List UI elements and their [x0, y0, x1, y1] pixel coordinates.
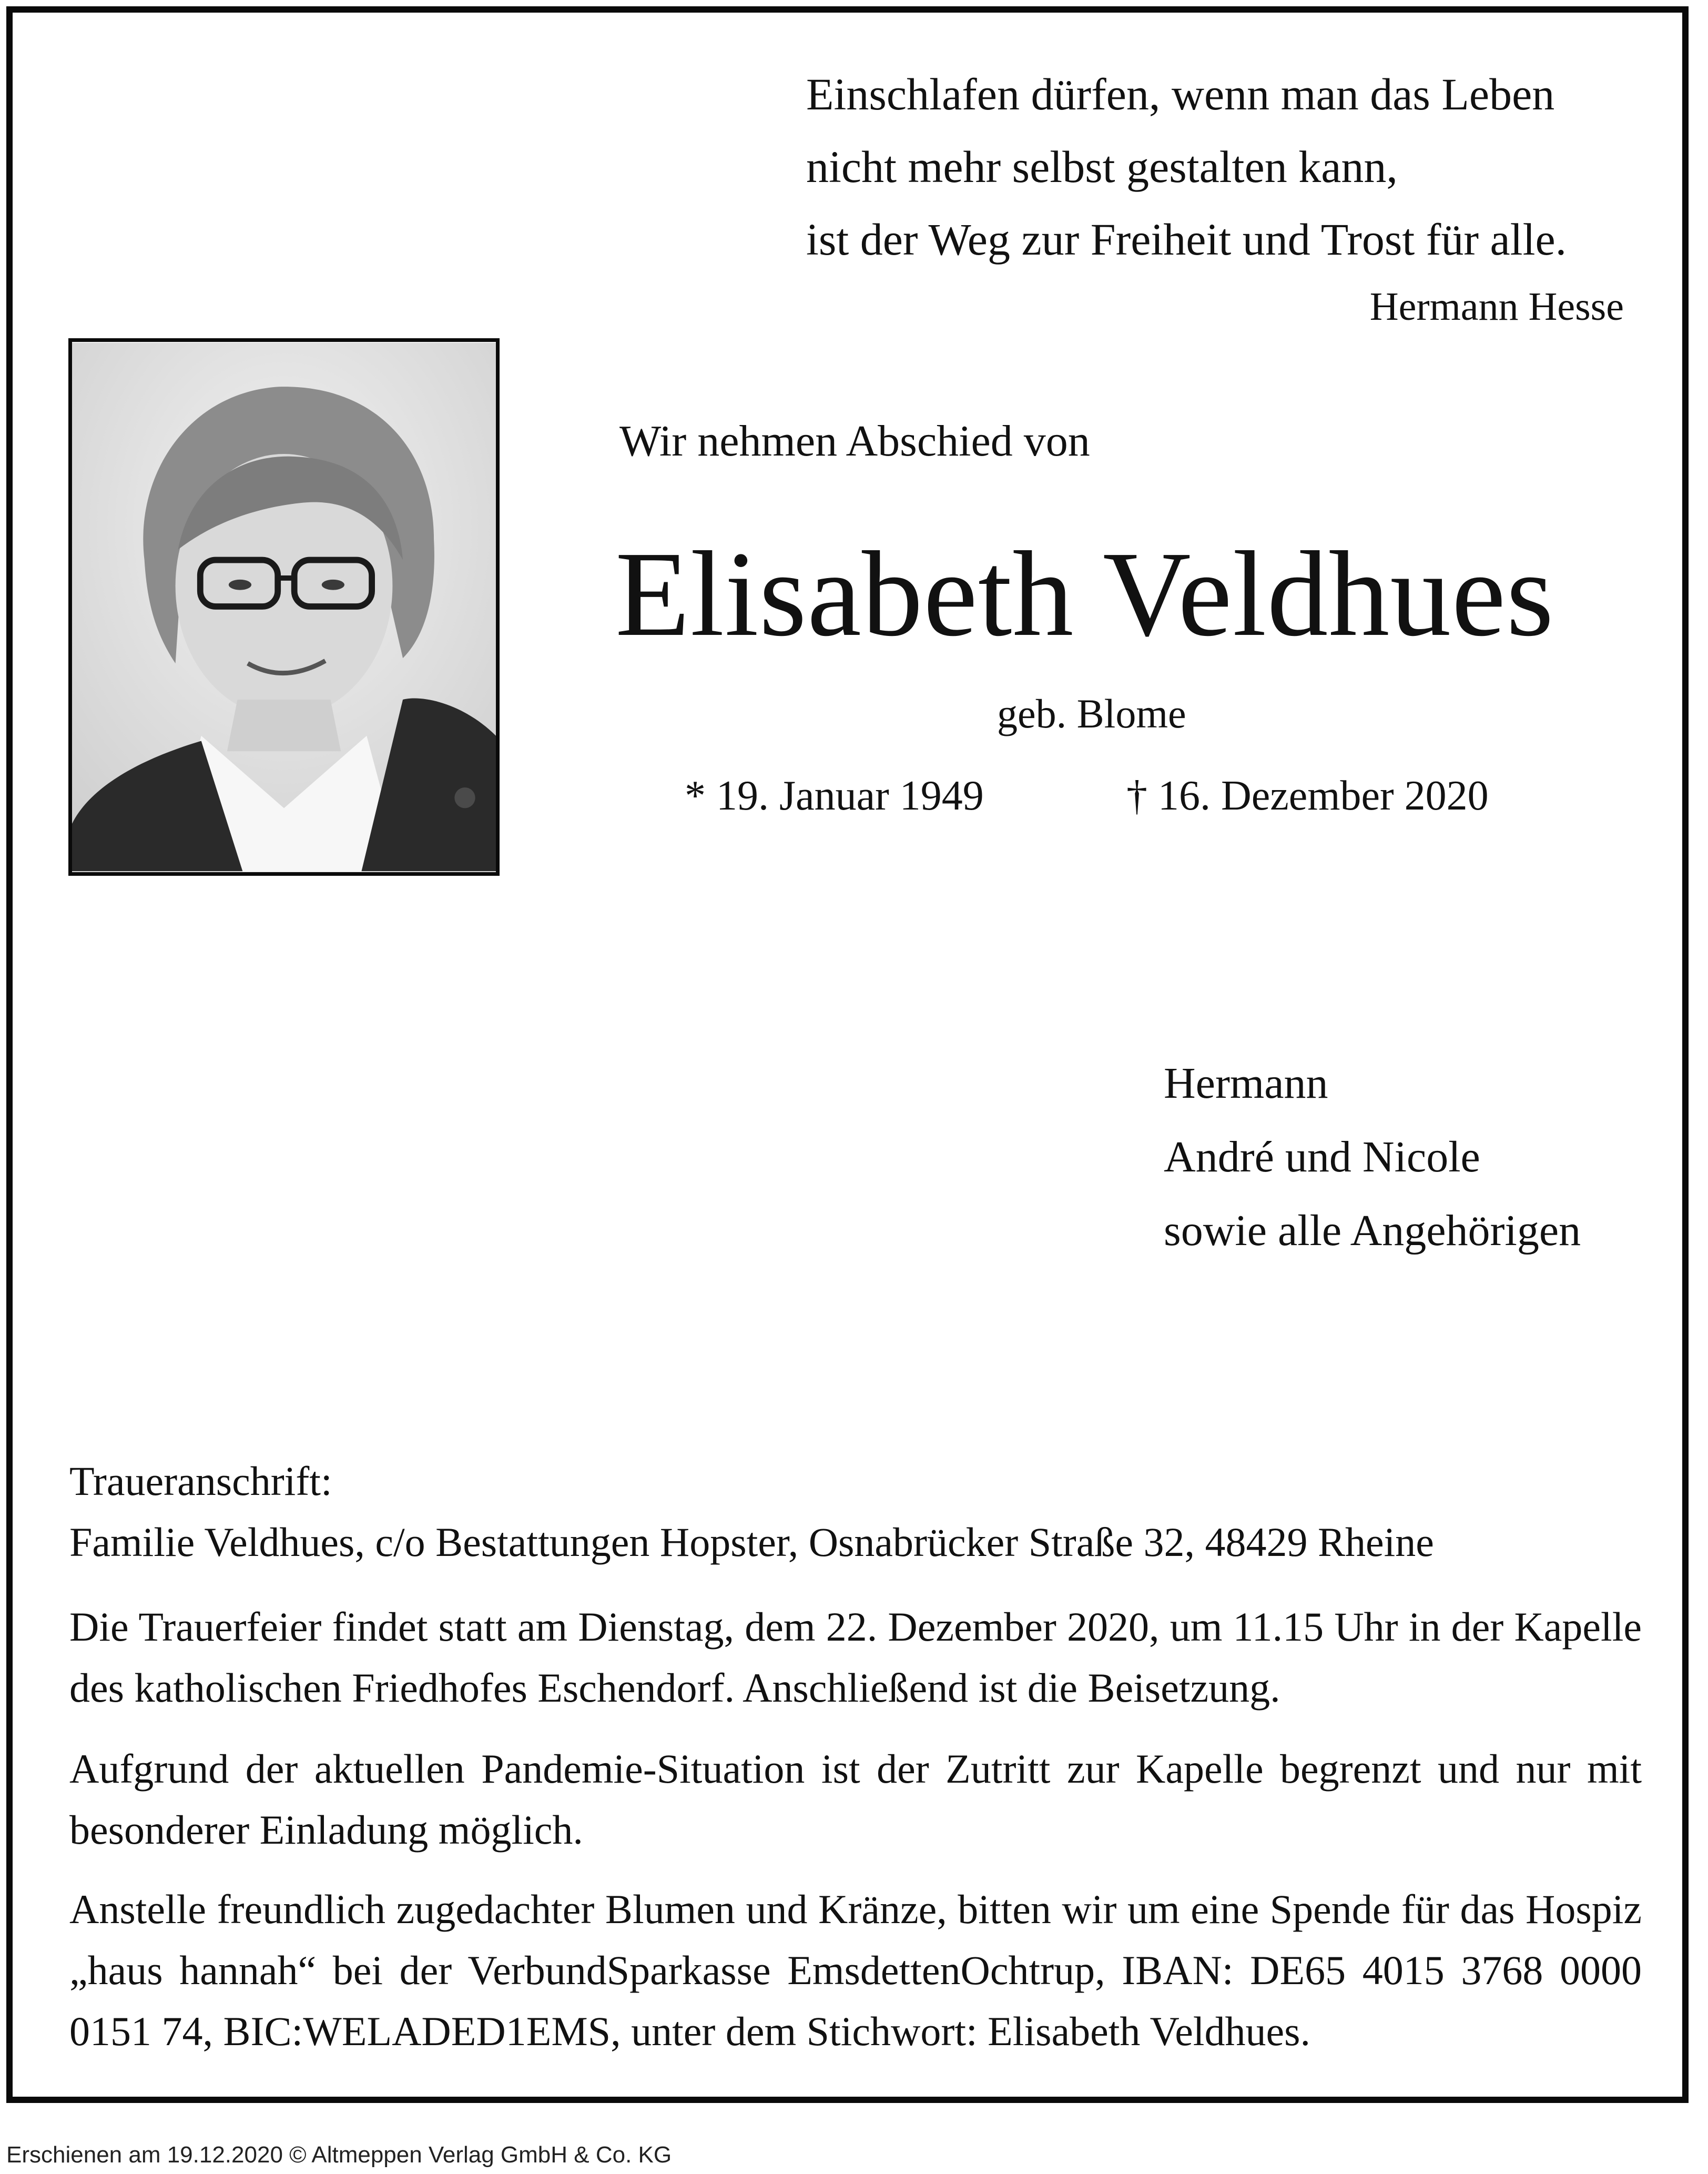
farewell-intro: Wir nehmen Abschied von [619, 417, 1090, 466]
mourners-list [1164, 1047, 1581, 1268]
quote [806, 58, 1567, 276]
death-date: † 16. Dezember 2020 [1126, 773, 1489, 819]
quote-line: Einschlafen dürfen, wenn man das Leben [806, 69, 1555, 119]
mourner: André und Nicole [1164, 1132, 1480, 1181]
birth-date: * 19. Januar 1949 [685, 773, 984, 819]
quote-author: Hermann Hesse [1369, 285, 1624, 329]
mourning-address [69, 1451, 1642, 1573]
funeral-service-paragraph: Die Trauerfeier findet statt am Dienstag, dem 22. Dezember 2020, um 11.15 Uhr in der Kapelle des katholischen Friedhofes Eschendorf. Anschließend ist die Beisetzung. [69, 1604, 1642, 1711]
portrait-illustration [72, 342, 496, 872]
portrait-photo [68, 338, 500, 876]
publication-footer: Erschienen am 19.12.2020 © Altmeppen Verlag GmbH & Co. KG [6, 2142, 672, 2168]
deceased-name: Elisabeth Veldhues [615, 527, 1554, 662]
quote-line: nicht mehr selbst gestalten kann, [806, 141, 1398, 192]
donation-paragraph: Anstelle freundlich zugedachter Blumen und Kränze, bitten wir um eine Spende für das Hospiz „haus hannah“ bei der VerbundSparkasse EmsdettenOchtrup, IBAN: DE65 4015 3768 0000 0151 74, BIC:WELADED1EMS, unter dem Stichwort: Elisabeth Veldhues. [69, 1886, 1642, 2054]
address-label: Traueranschrift: [69, 1458, 332, 1504]
maiden-name: geb. Blome [997, 691, 1186, 736]
address-line: Familie Veldhues, c/o Bestattungen Hopster, Osnabrücker Straße 32, 48429 Rheine [69, 1519, 1434, 1565]
quote-line: ist der Weg zur Freiheit und Trost für alle. [806, 214, 1567, 265]
pandemic-notice-paragraph: Aufgrund der aktuellen Pandemie-Situation ist der Zutritt zur Kapelle begrenzt und nur mit besonderer Einladung möglich. [69, 1746, 1642, 1853]
mourner: Hermann [1164, 1059, 1328, 1108]
mourner: sowie alle Angehörigen [1164, 1206, 1581, 1255]
